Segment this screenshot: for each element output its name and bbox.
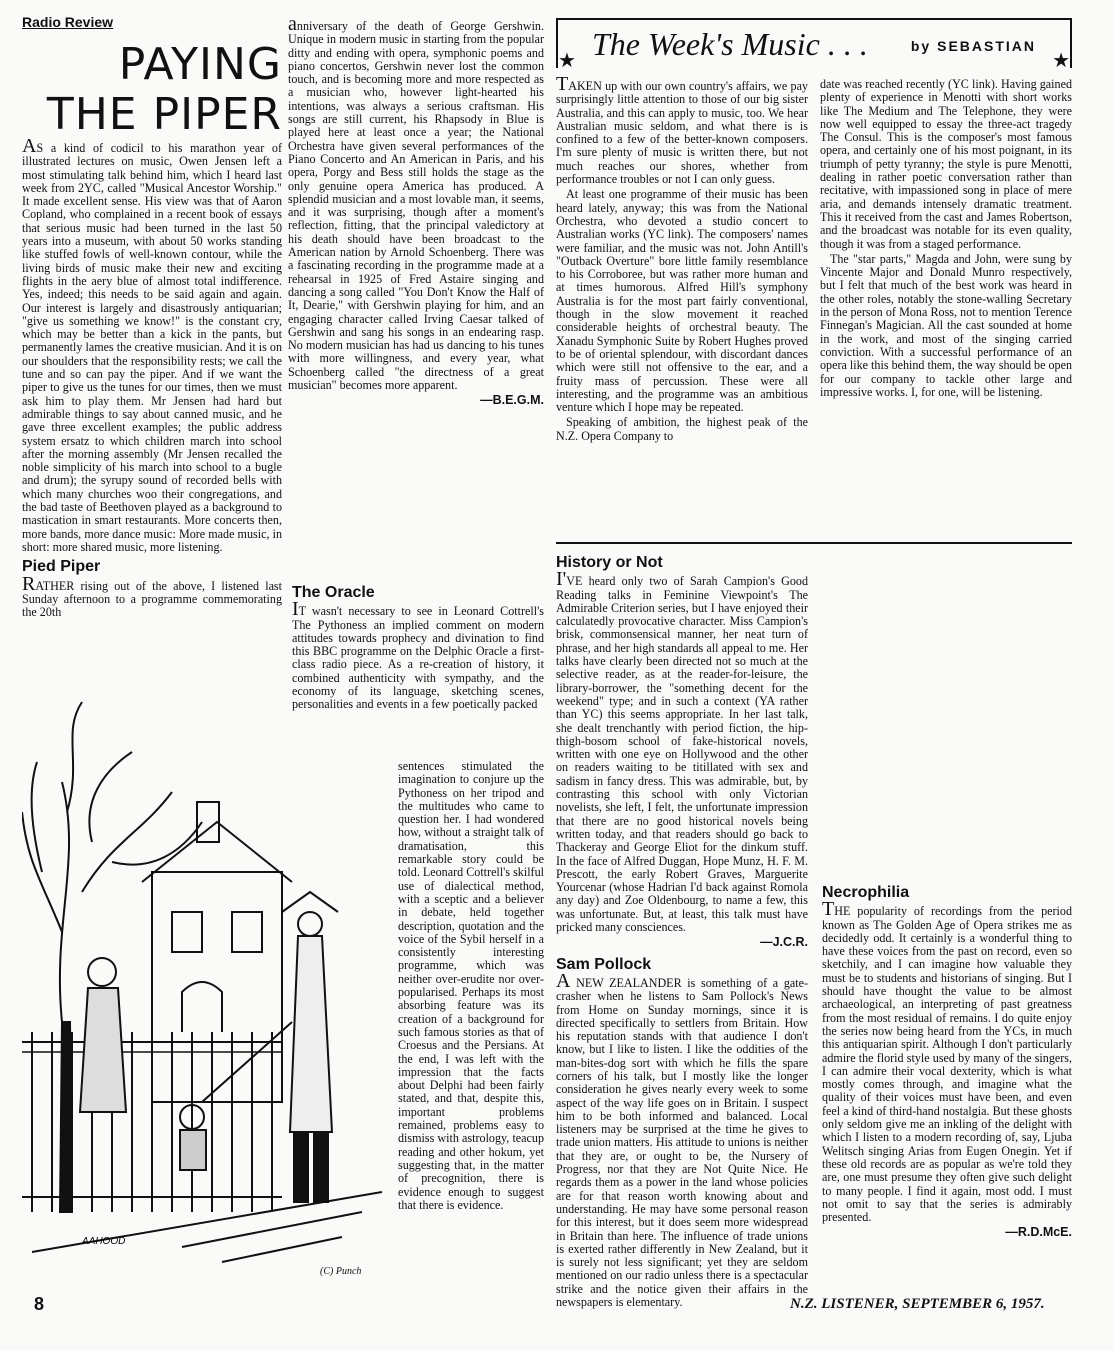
- oracle-continued: [398, 760, 544, 1214]
- necrophilia-paragraph: THE popularity of recordings from the period known as The Golden Age of Opera strikes me as decidedly odd. It certainly is a wonderful thing to have these voices from the past on record, even so sketchily, and I can imagine how valuable they must be to students and historians of singing. But I should have thought the value to be almost archaeological, an interpreting of past greatness from the most residual of remains. I do quite enjoy the series now being heard from the YCs, in much this antiquarian spirit. Although I don't particularly admire the florid style used by many of the singers, I can admire their vocal dexterity, which is what mostly comes through, and imagine what the quality of their voices must have been, and even feel a kind of third-hand nostalgia. But these ghosts only seldom give me an inkling of the delight with which I listen to a modern recording of, say, Ljuba Welitsch singing Arias from Eugen Onegin. Yet if these old records are as popular as we're told they are, one must presume they often give such delight to many people. I find it again, most odd. I must not omit to say that the series is admirably presented.: [822, 898, 1072, 1225]
- section-divider: [556, 542, 1072, 544]
- oracle-paragraph-2: sentences stimulated the imagination to conjure up the Pythoness on her tripod and the multitudes who came to question her. I had wondered how, without a straight talk of dramatisation, this remarkable story could be told. Leonard Cottrell's skilful use of dialectical method, with a sceptic and a believer in debate, held together description, quotation and the voice of the Sybil herself in a consistently interesting programme, which was neither over-erudite nor over-popularised. Perhaps its most absorbing feature was its creation of a background for such famous stories as that of Croesus and the Persians. At the end, I was left with the impression that the facts about Delphi had been fairly stated, and that, despite this, important problems remained, problems easy to dismiss with astrology, teacup reading and other hokum, yet suggesting that, in the matter of precognition, there is evidence enough to suggest that there is evidence.: [398, 759, 544, 1212]
- piper-paragraph-1: AS a kind of codicil to his marathon year of illustrated lectures on music, Owen Jensen left a most stimulating talk behind him, which I heard last week from 2YC, called "Musical Ancestor Worship." It made excellent sense. His view was that of Aaron Copland, who complained in a recent book of essays that serious music had been turned in the last 50 years into a museum, with about 50 works standing like stuffed fowls of well-known contour, while the living birds of music make their new and exciting flights in the aery blue of almost total indifference. Yes, indeed; this needs to be said again and again. Our interest is largely and disastrously antiquarian; "give us something we know!" is the constant cry, which may be better than a kick in the pants, but permanently lames the creative musician. And it is on our shoulders that the responsibility rests; we call the tune and so can pay the piper. And if we want the piper to give us the tunes for our times, then we must ask him to play them. Mr Jensen had hard but admirable things to say about canned music, and he gave three excellent examples; the public address system ersatz to which children march into school after the morning assembly (Mr Jensen recalled the noble simplicity of his march into school to a bugle and drum); the syrupy sound of recorded bells with which many churches woo their congregations, and the bad taste of Beethoven played as a background to mastication in smart restaurants. More concerts then, more bands, more dance music: More made music, in short: more shared music, more listening.: [22, 135, 282, 554]
- pied-piper-heading: Pied Piper: [22, 558, 101, 576]
- column-1: [22, 135, 282, 621]
- history-column: [556, 550, 808, 1311]
- sam-pollock-heading: Sam Pollock: [556, 955, 652, 973]
- necrophilia-column: [822, 880, 1072, 1240]
- banner-author: by SEBASTIAN: [910, 38, 1036, 54]
- page-number: 8: [34, 1294, 45, 1314]
- weeks-music-paragraph-3: Speaking of ambition, the highest peak of the N.Z. Opera Company to: [556, 415, 808, 443]
- oracle-paragraph-1: IT wasn't necessary to see in Leonard Cottrell's The Pythoness an implied comment on modern attitudes towards prophecy and divination to find this BBC programme on the Delphic Oracle a first-class radio piece. As a re-creation of history, it combined authenticity with sympathy, and the economy of its language, sketching scenes, personalities and events in a few poetically packed: [292, 598, 544, 712]
- necrophilia-heading: Necrophilia: [822, 884, 910, 901]
- artist-signature: AAHOOD: [82, 1236, 126, 1247]
- illustration-credit: (C) Punch: [320, 1266, 362, 1277]
- column-2: [288, 13, 544, 408]
- star-right-icon: ★: [1052, 50, 1070, 72]
- issue-line: N.Z. LISTENER, SEPTEMBER 6, 1957.: [790, 1296, 1045, 1312]
- kicker: Radio Review: [22, 14, 114, 30]
- history-heading: History or Not: [556, 554, 663, 571]
- sam-pollock-paragraph: A NEW ZEALANDER is something of a gate-crasher when he listens to Sam Pollock's News from Home on Sunday mornings, since it is directed specifically to settlers from Britain. How his reputation stands with that audience I don't know, but I like to listen. I like the oddities of the man-bites-dog sort with which he fills the spare corners of his talk, but I mostly like the longer consideration he gives nearly every week to some aspect of the way life goes on in Britain. I suspect him to be both informed and balanced. Local listeners may be surprised at the time he gives to trade union matters. His attitude to unions is neither that they are, or ought to be, the Nursery of Progress, nor that they are Not Quite Nice. He regards them as a power in the land whose policies are for that reason worth knowing about and understanding. He may have some personal reason for this interest, but it does seem more widespread in Britain than here. The influence of trade unions is exerted rather differently in New Zealand, but it is surely not less significant; yet they are seldom mentioned on our radio unless there is a spectacular strike and the notice given their affairs in the newspapers is elementary.: [556, 969, 808, 1310]
- piper-paragraph-3: anniversary of the death of George Gershwin. Unique in modern music in starting from the popular ditty and ending with opera, symphonic poems and piano concertos, Gershwin never lost the common touch, and is becoming more and more respected as a musician who, however light-hearted his intentions, was always a serious craftsman. His songs are still current, his Rhapsody in Blue is played here at least once a year; the National Orchestra have given several performances of the Piano Concerto and An American in Paris, and his opera, Porgy and Bess still holds the stage as the only genuine opera America has produced. A splendid musician and a most lovable man, it seems, and it was surprising, though after a moment's reflection, fitting, that the principal valedictory at his death should have been broadcast to the American nation by Arnold Schoenberg. There was a fascinating recording in the programme made at a rehearsal in 1925 of Fred Astaire singing and dancing a song called "You Don't Know the Half of It, Dearie," with Gershwin playing for him, and an engaging character called Irving Caesar talked of Gershwin and sang his songs in an endearing rasp. No modern musician has had us dancing to his tunes with more willingness, and every year, what Schoenberg called "the directness of a great musician" becomes more apparent.: [288, 13, 544, 393]
- piper-paragraph-2: RATHER rising out of the above, I listened last Sunday afternoon to a programme commemorating the 20th: [22, 572, 282, 620]
- banner-title: The Week's Music . . .: [592, 26, 868, 62]
- weeks-music-paragraph-1: TAKEN up with our own country's affairs, we pay surprisingly little attention to those of our big sister Australia, and this can apply to music, too. We hear Australian music seldom, and what there is is confined to a few of the better-known composers. I'm sure plenty of music is written there, but not much reaches our shores, whether from performance troubles or not I can only guess.: [556, 73, 808, 187]
- weeks-music-paragraph-5: The "star parts," Magda and John, were sung by Vincente Major and Donald Munro respectively, but I felt that much of the best work was heard in the other roles, notably the stone-walling Secretary in the person of Mona Ross, not to mention Terence Finnegan's Magician. All the cast sounded at home in the work, and most of the singing carried conviction. With a successful performance of an opera like this behind them, the way should be open for our company to tackle other large and impressive works. I, for one, will be listening.: [820, 251, 1072, 399]
- piper-signature: —B.E.G.M.: [480, 393, 544, 408]
- weeks-music-paragraph-2: At least one programme of their music has been heard lately, anyway; this was from the National Orchestra, who devoted a studio concert to Australian works (YC link). The composers' names were familiar, and the music was not. John Antill's "Outback Overture" bore little family resemblance to his Corroboree, but was rather more human and at times humorous. Alfred Hill's symphony Australia is for the most part fairly conventional, though in the slow movement it reached considerable heights of orchestral beauty. The Xanadu Symphonic Suite by Robert Hughes proved to be of oriental splendour, with discordant dances which were still not offensive to the ear, and a fruity mass of percussion. These were all interesting, and the programme was an ambitious venture which I hope may be repeated.: [556, 187, 808, 415]
- weeks-music-col-2: [820, 78, 1072, 401]
- punch-cartoon-illustration: [22, 692, 394, 1274]
- weeks-music-col-1: [556, 73, 808, 445]
- weeks-music-paragraph-4: date was reached recently (YC link). Having gained plenty of experience in Menotti with short works like The Medium and The Telephone, they were now well equipped to essay the three-act tragedy The Consul. This is the composer's most famous opera, and certainly one of his most poignant, in its triumph of petty tyranny; the style is pure Menotti, dealing in rather poetic conversation rather than recitative, with impassioned song in place of mere aria, and demands intensely dramatic treatment. This it received from the cast and James Robertson, and the broadcast was notable for its even quality, though it was from a staged performance.: [820, 77, 1072, 251]
- history-signature: —J.C.R.: [760, 935, 808, 950]
- history-paragraph: I'VE heard only two of Sarah Campion's Good Reading talks in Feminine Viewpoint's The Admirable Criterion series, but I have enjoyed their calculatedly provocative character. Miss Campion's brisk, commonsensical manner, her neat turn of phrase, and her high standards all appeal to me. Her talks have clearly been directed not so much at the selective reader, as at the reader-for-leisure, the library-borrower, the "something decent for the weekend" type; and in such a context (YA rather than YC) this seems appropriate. In her last talk, she dealt trenchantly with period fiction, the hip-thigh-bosom school of fake-historical novels, written with one eye on Hollywood and the other on readers waiting to be titillated with sex and sadism in fancy dress. This was admirable, but, by contrasting this school with only Victorian novelists, she left, I felt, the unfortunate impression that there are no good historical novels being written today, and that readers should go back to Thackeray and George Eliot for the dinkum stuff. In the face of Alfred Duggan, Hope Munz, H. F. M. Prescott, the early Robert Graves, Marguerite Yourcenar (whose Hadrian I'd back against Romola any day) and Zoe Oldenbourg, to name a few, this was unfortunate. But, at least, this talk must have pricked many consciences.: [556, 568, 808, 935]
- weeks-music-banner: [556, 18, 1072, 72]
- oracle-heading: The Oracle: [292, 584, 375, 601]
- headline: PAYING THE PIPER: [46, 39, 282, 140]
- star-left-icon: ★: [558, 50, 576, 72]
- necrophilia-signature: —R.D.McE.: [1005, 1225, 1072, 1240]
